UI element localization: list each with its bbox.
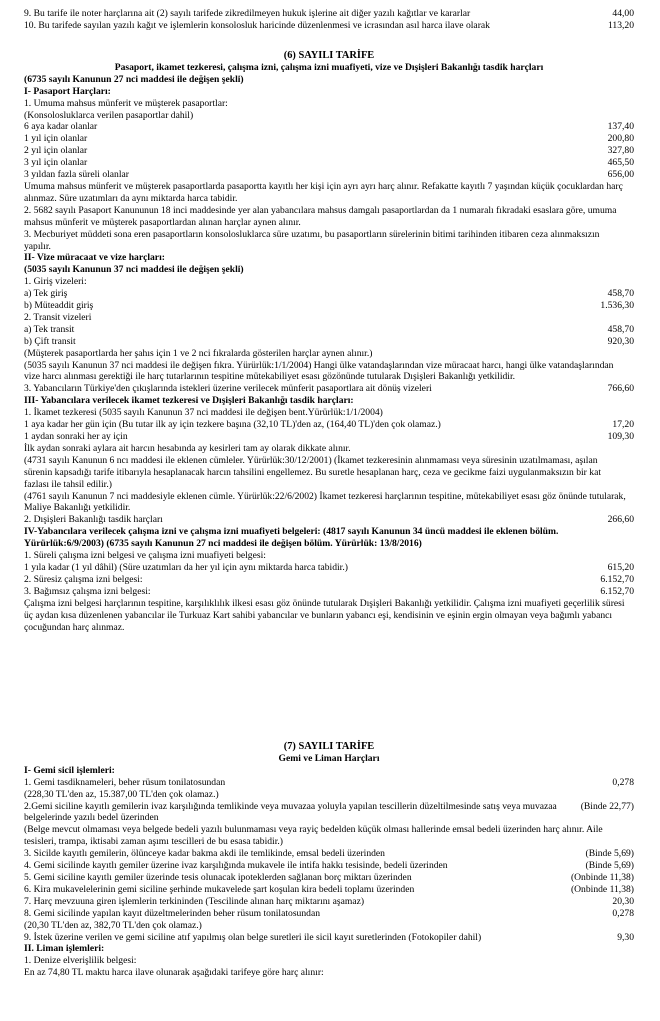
line-amount: 20,30 xyxy=(612,895,634,907)
tariff-line xyxy=(24,110,634,122)
line-amount: 656,00 xyxy=(607,169,634,181)
tariff-line xyxy=(24,431,634,443)
tariff-line xyxy=(24,967,634,979)
line-text: 1. Gemi tasdiknameleri, beher rüsum tonilatosundan xyxy=(24,776,226,788)
tarife6-subheading: Pasaport, ikamet tezkeresi, çalışma izni, çalışma izni muafiyeti, vize ve Dışişleri Bakanlığı tasdik harçları xyxy=(114,61,544,73)
tariff-line xyxy=(24,872,634,884)
line-text: 6. Kira mukavelelerinin gemi siciline şerhinde mukavelede şart koşulan kira bedeli toplamı üzerinden xyxy=(24,883,415,895)
tarife6-law-note: (6735 sayılı Kanunun 27 nci maddesi ile değişen şekli) xyxy=(24,73,244,85)
line-text: II- Vize müracaat ve vize harçları: xyxy=(24,252,165,264)
line-amount: (Binde 5,69) xyxy=(585,860,634,872)
tariff-line xyxy=(24,229,634,253)
tariff-line xyxy=(24,598,634,634)
line-text: II. Liman işlemleri: xyxy=(24,943,105,955)
tariff-line xyxy=(24,908,634,920)
tariff-line xyxy=(24,312,634,324)
line-text: 2. Dışişleri Bakanlığı tasdik harçları xyxy=(24,514,163,526)
line-text: 9. İstek üzerine verilen ve gemi siciline atıf yapılmış olan belge suretleri ile sicil kayıt suretlerinden (Fotokopiler dahil) xyxy=(24,931,482,943)
tariff-line xyxy=(24,276,634,288)
tariff-line xyxy=(24,789,634,801)
line-text: 2. Süresiz çalışma izni belgesi: xyxy=(24,573,143,585)
tariff-line xyxy=(24,98,634,110)
line-text: 3. Yabancıların Türkiye'den çıkışlarında istekleri üzerine verilecek münferit pasaportlara ait dönüş vizeleri xyxy=(24,383,432,395)
line-amount: 465,50 xyxy=(607,157,634,169)
line-text: (5035 sayılı Kanunun 37 nci maddesi ile değişen fıkra. Yürürlük:1/1/2004) Hangi ülke vatandaşlarından vize müracaat harcı, hangi ülke vatandaşlarından vize harcı alınması gerektiği ile harç tutarlarının tespitine mütekabiliyet esası gözönünde tutularak Dışişleri Bakanlığı yetkilidir. xyxy=(24,359,614,383)
tariff-line xyxy=(24,562,634,574)
line-text: 1. İkamet tezkeresi (5035 sayılı Kanunun 37 nci maddesi ile değişen bent.Yürürlük:1/1/2004) xyxy=(24,407,383,419)
tariff-line xyxy=(24,348,634,360)
line-amount: 113,20 xyxy=(607,19,634,31)
line-amount: 266,60 xyxy=(607,514,634,526)
tariff-line xyxy=(24,455,634,491)
line-text: 4. Gemi sicilinde kayıtlı gemiler üzerine ivaz karşılığında mukavele ile intifa hakkı tesisinde, bedeli üzerinden xyxy=(24,860,448,872)
line-text: 5. Gemi siciline kayıtlı gemiler üzerinde tesis olunacak ipoteklerden sağlanan borç miktarı üzerinden xyxy=(24,871,412,883)
tariff-line xyxy=(24,157,634,169)
line-text: 1. Denize elverişlilik belgesi: xyxy=(24,955,137,967)
tariff-line xyxy=(24,896,634,908)
line-text: 2.Gemi siciline kayıtlı gemilerin ivaz karşılığında temlikinde veya muvazaa yoluyla yapılan tescillerin düzeltilmesinde satış veya muvazaa belgelerinde yazılı bedel üzerinden xyxy=(24,800,557,824)
line-text: 2 yıl için olanlar xyxy=(24,145,88,157)
line-text: IV-Yabancılara verilecek çalışma izni ve çalışma izni muafiyeti belgeleri: (4817 sayılı Kanunun 34 üncü maddesi ile eklenen bölüm. Yürürlük:6/9/2003) (6735 sayılı Kanunun 27 nci maddesi ile değişen bölüm. Yürürlük: 13/8/2016) xyxy=(24,526,559,550)
line-text: 3. Sicilde kayıtlı gemilerin, ölünceye kadar bakma akdi ile temlikinde, emsal bedeli üzerinden xyxy=(24,848,385,860)
tariff-line xyxy=(24,860,634,872)
tariff-line xyxy=(24,86,634,98)
line-text: III- Yabancılara verilecek ikamet tezkeresi ve Dışişleri Bakanlığı tasdik harçları: xyxy=(24,395,354,407)
tariff-line xyxy=(24,765,634,777)
tarife5-tail xyxy=(24,8,634,32)
tariff-line xyxy=(24,145,634,157)
tarife7-lines xyxy=(24,765,634,979)
line-text: 3. Mecburiyet müddeti sona eren pasaportların konsolosluklarca süre uzatımı, bu pasaportların sürelerinin bitimi tarihinden itibaren ceza alınmaksızın yapılır. xyxy=(24,228,600,252)
tariff-line xyxy=(24,920,634,932)
tariff-line xyxy=(24,395,634,407)
tariff-line xyxy=(24,383,634,395)
tariff-line xyxy=(24,300,634,312)
line-text: I- Pasaport Harçları: xyxy=(24,85,111,97)
line-text: 1. Umuma mahsus münferit ve müşterek pasaportlar: xyxy=(24,97,228,109)
line-amount: 327,80 xyxy=(607,145,634,157)
line-text: 9. Bu tarife ile noter harçlarına ait (2) sayılı tarifede zikredilmeyen hukuk işlerine ait diğer yazılı kağıtlar ve kararlar xyxy=(24,8,471,19)
line-amount: 200,80 xyxy=(607,133,634,145)
line-amount: 0,278 xyxy=(612,907,634,919)
line-amount: 766,60 xyxy=(607,383,634,395)
tariff-line xyxy=(24,443,634,455)
tariff-line xyxy=(24,884,634,896)
line-amount: 458,70 xyxy=(607,288,634,300)
line-text: 3. Bağımsız çalışma izni belgesi: xyxy=(24,585,151,597)
line-text: 1. Süreli çalışma izni belgesi ve çalışma izni muafiyeti belgesi: xyxy=(24,550,266,562)
tariff-line xyxy=(24,205,634,229)
line-text: I- Gemi sicil işlemleri: xyxy=(24,764,115,776)
line-text: (Konsolosluklarca verilen pasaportlar dahil) xyxy=(24,109,194,121)
tarife7-heading: (7) SAYILI TARİFE xyxy=(283,741,375,752)
line-amount: 17,20 xyxy=(612,419,634,431)
tariff-line xyxy=(24,324,634,336)
line-amount: 458,70 xyxy=(607,323,634,335)
line-text: 6 aya kadar olanlar xyxy=(24,121,98,133)
line-text: Çalışma izni belgesi harçlarının tespitine, karşılıklılık ilkesi esası göz önünde tutularak Dışişleri Bakanlığı yetkilidir. Çalışma izni muafiyeti geçerlilik süresi üç aydan kısa düzenlenen yabancılar ile Turkuaz Kart sahibi yabancılar ve bunların yabancı eşi, kendisinin ve eşinin ergin olmayan veya bağımlı yabancı çocuğundan harç alınmaz. xyxy=(24,597,625,633)
tariff-line xyxy=(24,121,634,133)
line-text: 1 yıla kadar (1 yıl dâhil) (Süre uzatımları da her yıl için aynı miktarda harca tabidir.) xyxy=(24,561,348,573)
tariff-line xyxy=(24,360,634,384)
line-text: İlk aydan sonraki aylara ait harcın hesabında ay kesirleri tam ay olarak dikkate alınır. xyxy=(24,442,351,454)
tarife7-subheading: Gemi ve Liman Harçları xyxy=(278,752,380,764)
line-amount: 0,278 xyxy=(612,776,634,788)
line-text: (228,30 TL'den az, 15.387,00 TL'den çok olamaz.) xyxy=(24,788,219,800)
tariff-line xyxy=(24,181,634,205)
tariff-line xyxy=(24,336,634,348)
tarife6-section xyxy=(24,50,634,633)
tariff-line xyxy=(24,288,634,300)
line-text: (4761 sayılı Kanunun 7 nci maddesiyle eklenen cümle. Yürürlük:22/6/2002) İkamet tezkeresi harçlarının tespitine, mütekabiliyet esası göz önünde tutularak, Maliye Bakanlığı yetkilidir. xyxy=(24,490,626,514)
line-amount: (Onbinde 11,38) xyxy=(570,871,634,883)
line-text: a) Tek transit xyxy=(24,323,75,335)
tariff-line xyxy=(24,586,634,598)
line-text: 1 aydan sonraki her ay için xyxy=(24,431,128,442)
tariff-line xyxy=(24,169,634,181)
tariff-line xyxy=(24,574,634,586)
line-amount: (Binde 22,77) xyxy=(580,800,634,812)
tariff-line xyxy=(24,848,634,860)
line-text: (Müşterek pasaportlarda her şahıs için 1 ve 2 nci fıkralarda gösterilen harçlar aynen alınır.) xyxy=(24,347,373,359)
line-amount: 920,30 xyxy=(607,335,634,347)
tariff-line xyxy=(24,252,634,264)
line-text: (20,30 TL'den az, 382,70 TL'den çok olamaz.) xyxy=(24,919,202,931)
line-text: 1 aya kadar her gün için (Bu tutar ilk ay için tezkere başına (32,10 TL)'den az, (164,40 TL)'den çok olamaz.) xyxy=(24,419,441,431)
line-text: b) Çift transit xyxy=(24,335,76,347)
line-text: 3 yıldan fazla süreli olanlar xyxy=(24,169,129,181)
line-text: Umuma mahsus münferit ve müşterek pasaportlarda pasaportta kayıtlı her kişi için ayrı ayrı harç alınır. Refakatte kayıtlı 7 yaşından küçük çocuklardan harç alınmaz. Süre uzatımları da aynı miktarda harca tabidir. xyxy=(24,180,623,204)
line-text: 7. Harç mevzuuna giren işlemlerin terkininden (Tescilinde alınan harç miktarını aşamaz) xyxy=(24,895,365,907)
line-amount: 44,00 xyxy=(612,8,634,19)
line-amount: 9,30 xyxy=(617,931,634,943)
line-amount: 137,40 xyxy=(607,121,634,133)
line-text: 2. 5682 sayılı Pasaport Kanununun 18 inci maddesinde yer alan yabancılara mahsus damgalı pasaportlardan da 1 numaralı fıkradaki esaslara göre, umuma mahsus münferit ve müşterek pasaportlardan alınan harçlar aynen alınır. xyxy=(24,204,617,228)
tariff-line xyxy=(24,550,634,562)
line-text: (5035 sayılı Kanunun 37 nci maddesi ile değişen şekli) xyxy=(24,264,244,276)
line-text: (Belge mevcut olmaması veya belgede bedeli yazılı bulunmaması veya rayiç bedelden küçük olması hallerinde emsal bedeli üzerinden harç alınır. Aile tesisleri, trampa, iktisabi zaman aşımı tescilleri de bu esasa tabidir.) xyxy=(24,824,603,848)
line-text: (4731 sayılı Kanunun 6 ncı maddesi ile eklenen cümleler. Yürürlük:30/12/2001) (İkamet tezkeresinin alınmaması veya süresinin uzatılmaması, aşılan sürenin kapsadığı tarife itibarıyla hesaplanacak harcın tahsilini engellemez. Bu suretle hesaplanan harç, ceza ve gecikme faizi uygulanmaksızın bir kat fazlası ile tahsil edilir.) xyxy=(24,454,601,490)
tariff-line xyxy=(24,419,634,431)
line-amount: (Onbinde 11,38) xyxy=(570,883,634,895)
line-text: 8. Gemi sicilinde yapılan kayıt düzeltmelerinden beher rüsum tonilatosundan xyxy=(24,907,320,919)
tarife6-heading: (6) SAYILI TARİFE xyxy=(283,50,375,61)
line-text: 10. Bu tarifede sayılan yazılı kağıt ve işlemlerin konsolosluk haricinde düzenlenmesi ve icrasından asıl harca ilave olarak xyxy=(24,19,490,31)
line-text: 3 yıl için olanlar xyxy=(24,157,88,169)
line-amount: 6.152,70 xyxy=(600,573,634,585)
line-amount: 109,30 xyxy=(607,431,634,442)
line-text: En az 74,80 TL maktu harca ilave olunarak aşağıdaki tarifeye göre harç alınır: xyxy=(24,967,324,979)
tariff-line xyxy=(24,526,634,550)
tariff-line xyxy=(24,264,634,276)
line-text: 1 yıl için olanlar xyxy=(24,133,88,145)
tariff-line xyxy=(24,943,634,955)
tarife7-section xyxy=(24,741,634,979)
line-text: 2. Transit vizeleri xyxy=(24,311,92,323)
tariff-line xyxy=(24,514,634,526)
line-amount: 6.152,70 xyxy=(600,585,634,597)
line-text: b) Müteaddit giriş xyxy=(24,300,94,312)
line-text: 1. Giriş vizeleri: xyxy=(24,276,87,288)
tariff-line xyxy=(24,8,634,20)
line-amount: (Binde 5,69) xyxy=(585,848,634,860)
tariff-line xyxy=(24,801,634,825)
tariff-line xyxy=(24,932,634,944)
line-amount: 615,20 xyxy=(607,561,634,573)
line-amount: 1.536,30 xyxy=(600,300,634,312)
tariff-line xyxy=(24,491,634,515)
tarife6-lines xyxy=(24,86,634,634)
tariff-line xyxy=(24,824,634,848)
tariff-line xyxy=(24,777,634,789)
tariff-line xyxy=(24,955,634,967)
tariff-line xyxy=(24,133,634,145)
tariff-line xyxy=(24,20,634,32)
line-text: a) Tek giriş xyxy=(24,288,68,300)
tariff-line xyxy=(24,407,634,419)
